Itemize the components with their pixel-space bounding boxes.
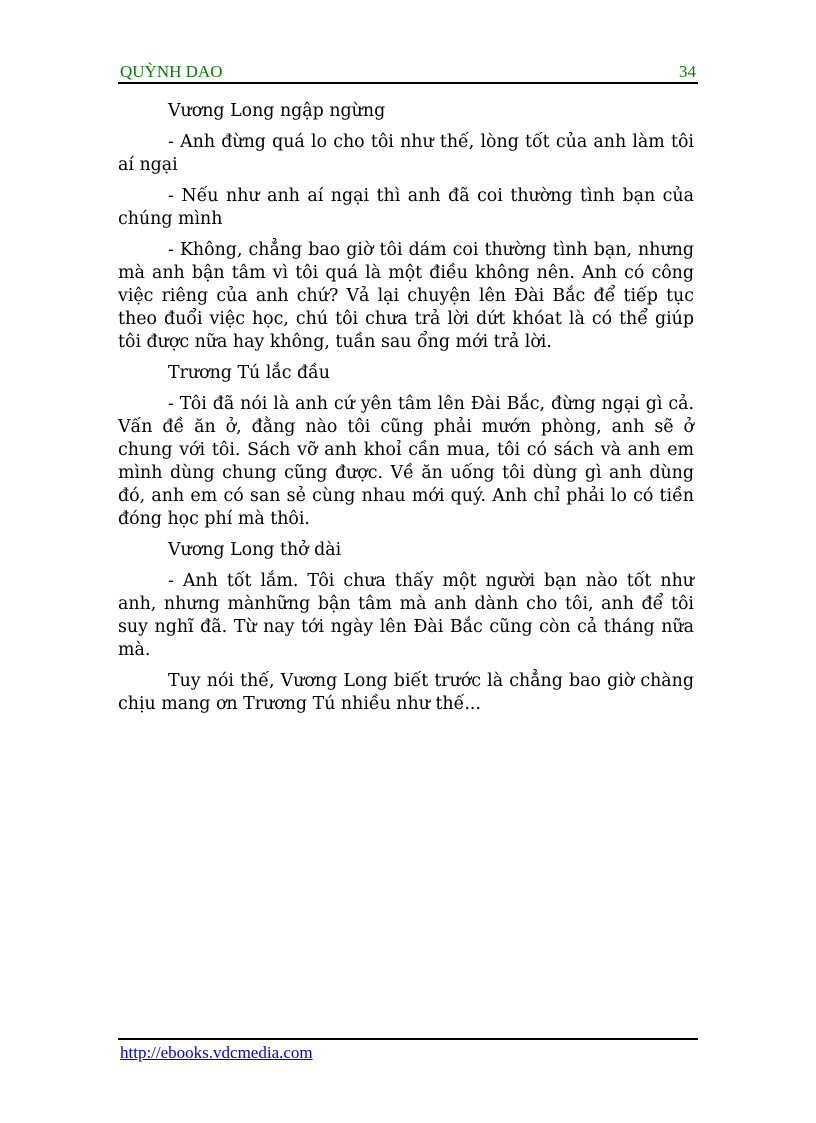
footer-divider [118, 1038, 698, 1040]
paragraph: - Tôi đã nói là anh cứ yên tâm lên Đài Bắc, đừng ngại gì cả. Vấn đề ăn ở, đằng nào tôi cũng phải mướn phòng, anh sẽ ở chung với tôi. Sách vỡ anh khoỉ cần mua, tôi có sách và anh em mình dùng chung cũng được. Về ăn uống tôi dùng gì anh dùng đó, anh em có san sẻ cùng nhau mới quý. Anh chỉ phải lo có tiền đóng học phí mà thôi. [118, 394, 694, 529]
paragraph: Tuy nói thế, Vương Long biết trước là chẳng bao giờ chàng chịu mang ơn Trương Tú nhiều như thế... [118, 671, 694, 714]
paragraph: - Nếu như anh aí ngại thì anh đã coi thường tình bạn của chúng mình [118, 186, 694, 229]
paragraph: Trương Tú lắc đầu [168, 363, 330, 383]
footer-link[interactable]: http://ebooks.vdcmedia.com [120, 1043, 313, 1062]
body-text [118, 100, 694, 724]
paragraph: Vương Long thở dài [168, 540, 342, 560]
header-author: QUỲNH DAO [120, 62, 223, 81]
page-header [118, 60, 698, 84]
page-number: 34 [679, 62, 696, 81]
paragraph: - Anh đừng quá lo cho tôi như thế, lòng tốt của anh làm tôi aí ngại [118, 132, 694, 175]
paragraph: - Anh tốt lắm. Tôi chưa thấy một người bạn nào tốt như anh, nhưng mànhững bận tâm mà anh dành cho tôi, anh để tôi suy nghĩ đã. Từ nay tới ngày lên Đài Bắc cũng còn cả tháng nữa mà. [118, 571, 694, 660]
paragraph: Vương Long ngập ngừng [168, 101, 386, 121]
paragraph: - Không, chẳng bao giờ tôi dám coi thường tình bạn, nhưng mà anh bận tâm vì tôi quá là một điều không nên. Anh có công việc riêng của anh chứ? Vả lại chuyện lên Đài Bắc để tiếp tục theo đuổi việc học, chú tôi chưa trả lời dứt khóat là có thể giúp tôi được nữa hay không, tuần sau ổng mới trả lời. [118, 240, 694, 352]
